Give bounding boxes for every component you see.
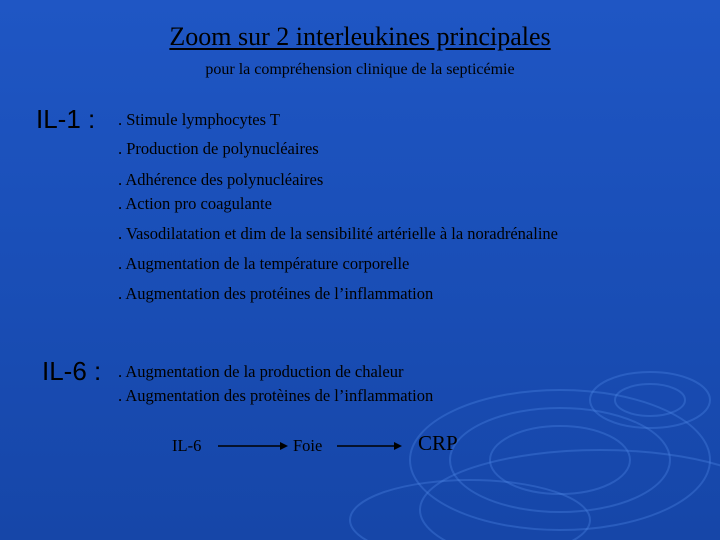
il1-label: IL-1 :: [36, 104, 96, 134]
flow-middle: Foie: [293, 436, 323, 455]
il6-item: . Augmentation des protèines de l’inflammation: [118, 386, 434, 405]
flow-source: IL-6: [172, 436, 202, 455]
flow-arrow-1: [218, 441, 288, 451]
il1-item: . Action pro coagulante: [118, 194, 272, 213]
flow-arrow-2: [337, 441, 402, 451]
il1-item: . Vasodilatation et dim de la sensibilité artérielle à la noradrénaline: [118, 224, 558, 243]
slide-title: Zoom sur 2 interleukines principales: [169, 22, 551, 51]
il6-item: . Augmentation de la production de chaleur: [118, 362, 404, 381]
slide-subtitle: pour la compréhension clinique de la septicémie: [205, 61, 515, 78]
il1-item: . Stimule lymphocytes T: [118, 110, 280, 129]
il1-item: . Production de polynucléaires: [118, 139, 319, 158]
il6-label: IL-6 :: [42, 356, 102, 386]
flow-target: CRP: [418, 431, 458, 455]
il1-item: . Augmentation de la température corporelle: [118, 254, 410, 273]
il1-item: . Augmentation des protéines de l’inflammation: [118, 284, 434, 303]
il1-item: . Adhérence des polynucléaires: [118, 170, 324, 189]
